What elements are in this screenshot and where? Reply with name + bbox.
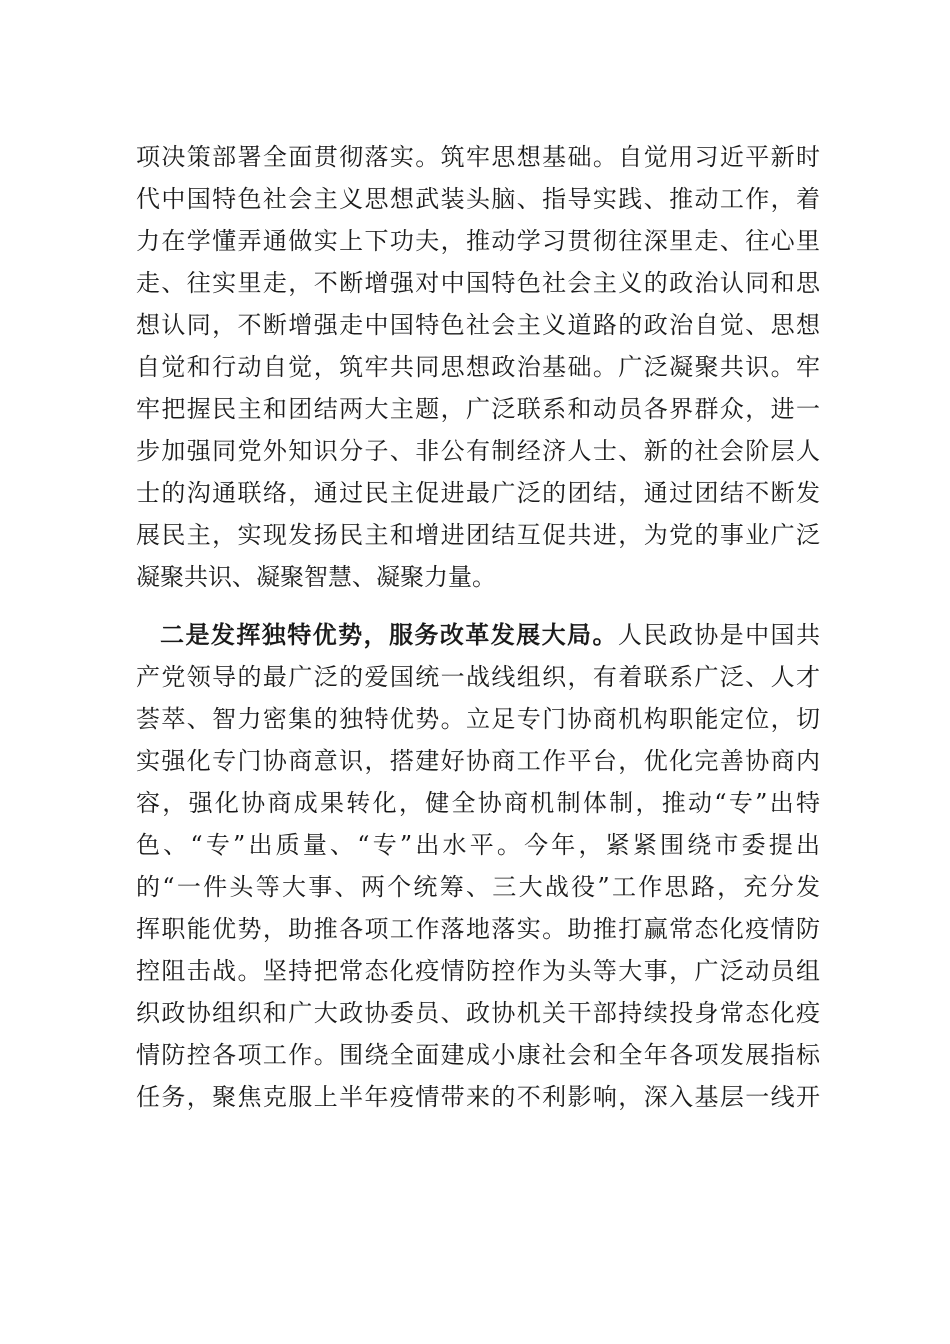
text-line: 士的沟通联络，通过民主促进最广泛的团结，通过团结不断发 xyxy=(136,479,820,507)
text-line: 情防控各项工作。围绕全面建成小康社会和全年各项发展指标 xyxy=(136,1041,820,1069)
text-line: 代中国特色社会主义思想武装头脑、指导实践、推动工作，着 xyxy=(136,185,820,213)
paragraph-first-line xyxy=(136,614,820,656)
text-line: 凝聚共识、凝聚智慧、凝聚力量。 xyxy=(136,563,496,591)
text-line: 任务，聚焦克服上半年疫情带来的不利影响，深入基层一线开 xyxy=(136,1083,820,1111)
text-line: 的“一件头等大事、两个统筹、三大战役”工作思路，充分发 xyxy=(136,873,820,901)
text-line: 控阻击战。坚持把常态化疫情防控作为头等大事，广泛动员组 xyxy=(136,957,820,985)
paragraph-2 xyxy=(136,614,820,1118)
text-line: 牢把握民主和团结两大主题，广泛联系和动员各界群众，进一 xyxy=(136,395,820,423)
text-line: 想认同，不断增强走中国特色社会主义道路的政治自觉、思想 xyxy=(136,311,820,339)
text-line: 产党领导的最广泛的爱国统一战线组织，有着联系广泛、人才 xyxy=(136,663,820,691)
text-line: 步加强同党外知识分子、非公有制经济人士、新的社会阶层人 xyxy=(136,437,820,465)
text-line: 荟萃、智力密集的独特优势。立足专门协商机构职能定位，切 xyxy=(136,705,820,733)
text-line: 色、“专”出质量、“专”出水平。今年，紧紧围绕市委提出 xyxy=(136,831,820,859)
heading-continuation: 人民政协是中国共 xyxy=(617,621,821,649)
section-heading: 二是发挥独特优势，服务改革发展大局。 xyxy=(160,620,618,649)
paragraph-1 xyxy=(136,136,820,598)
text-line: 展民主，实现发扬民主和增进团结互促共进，为党的事业广泛 xyxy=(136,521,820,549)
text-line: 容，强化协商成果转化，健全协商机制体制，推动“专”出特 xyxy=(136,789,820,817)
text-line: 项决策部署全面贯彻落实。筑牢思想基础。自觉用习近平新时 xyxy=(136,143,820,171)
text-line: 走、往实里走，不断增强对中国特色社会主义的政治认同和思 xyxy=(136,269,820,297)
text-line: 实强化专门协商意识，搭建好协商工作平台，优化完善协商内 xyxy=(136,747,820,775)
text-line: 挥职能优势，助推各项工作落地落实。助推打赢常态化疫情防 xyxy=(136,915,820,943)
text-line: 力在学懂弄通做实上下功夫，推动学习贯彻往深里走、往心里 xyxy=(136,227,820,255)
text-line: 自觉和行动自觉，筑牢共同思想政治基础。广泛凝聚共识。牢 xyxy=(136,353,820,381)
text-line: 织政协组织和广大政协委员、政协机关干部持续投身常态化疫 xyxy=(136,999,820,1027)
